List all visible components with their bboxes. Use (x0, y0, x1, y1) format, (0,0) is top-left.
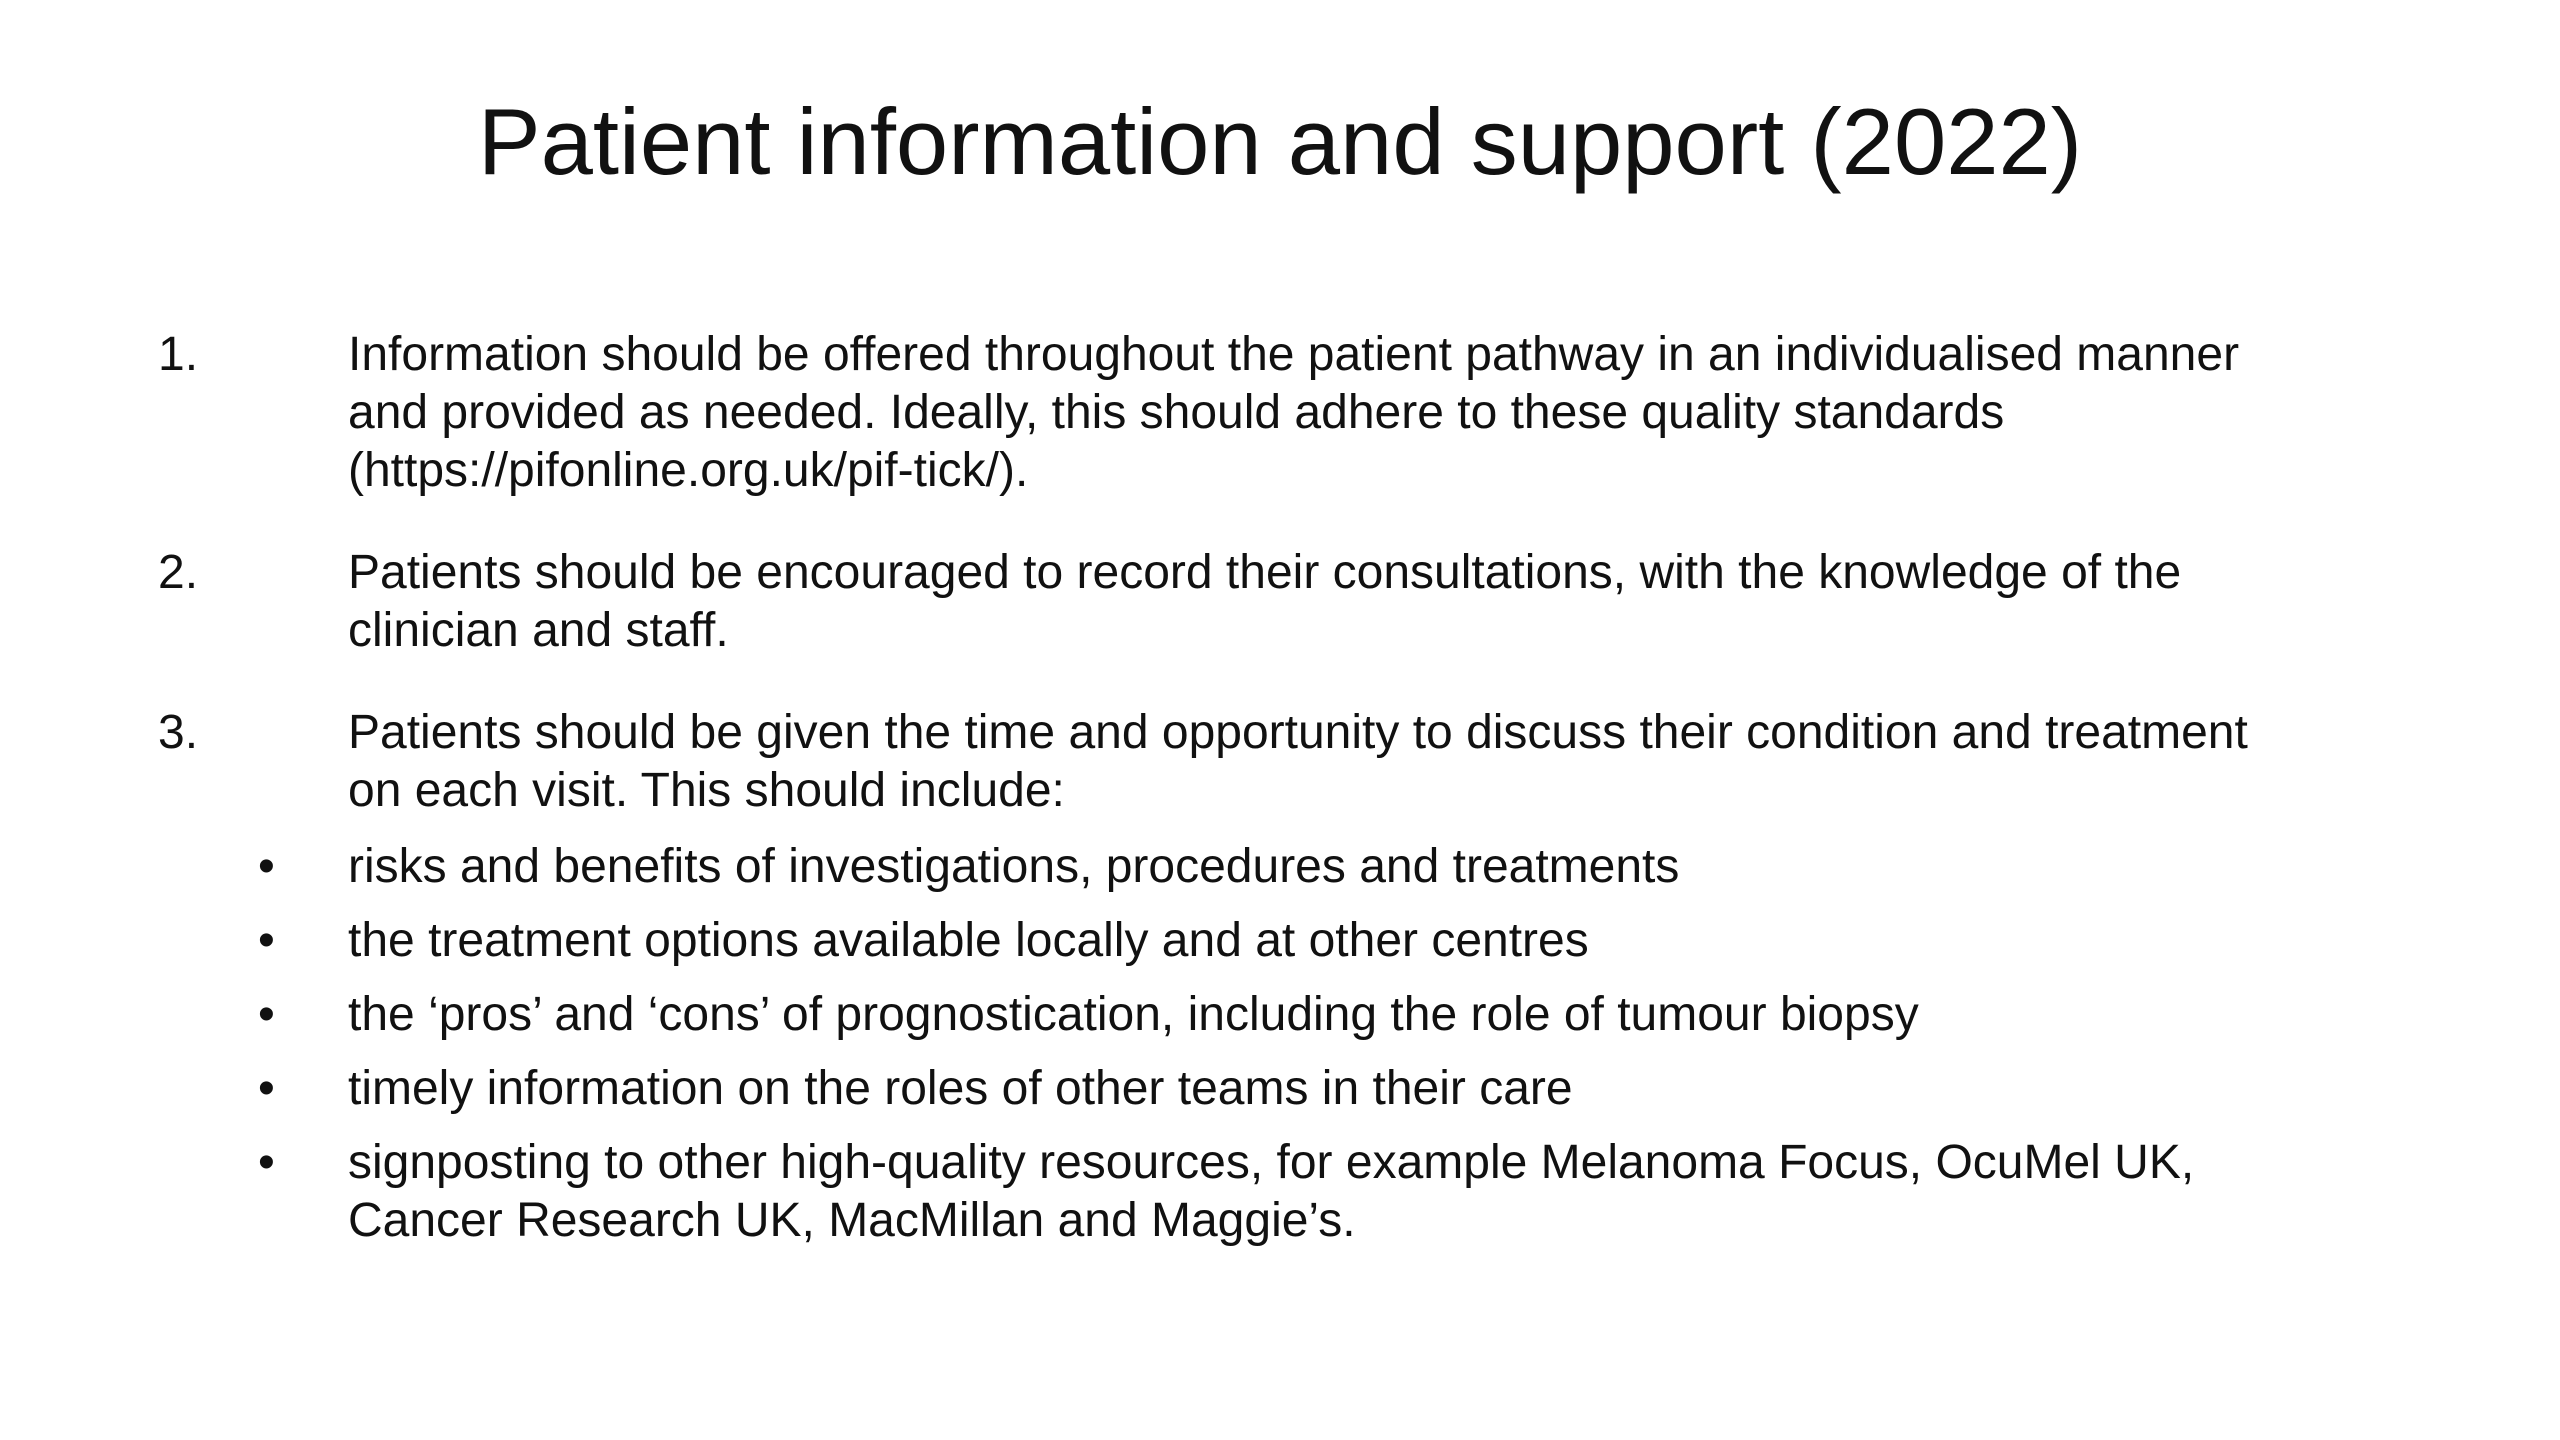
slide-title: Patient information and support (2022) (477, 89, 2083, 194)
bullet-icon: • (258, 914, 275, 967)
bullet-text: timely information on the roles of other teams in their care (348, 1062, 1573, 1115)
bullet-text: signposting to other high-quality resources, for example Melanoma Focus, OcuMel UK, Cancer Research UK, MacMillan and Maggie’s. (348, 1136, 2195, 1247)
bullet-text: risks and benefits of investigations, procedures and treatments (348, 840, 1680, 893)
bullet-icon: • (258, 840, 275, 893)
item-text: Patients should be given the time and opportunity to discuss their condition and treatment on each visit. This should include: (348, 706, 2248, 817)
item-number: 3. (158, 706, 199, 759)
item-number: 2. (158, 546, 199, 599)
item-text: Patients should be encouraged to record their consultations, with the knowledge of the clinician and staff. (348, 546, 2182, 657)
bullet-icon: • (258, 1136, 275, 1189)
item-text: Information should be offered throughout the patient pathway in an individualised manner and provided as needed. Ideally, this should adhere to these quality standards (https://pifonline.org.uk/pif-tick/). (348, 328, 2240, 497)
bullet-text: the ‘pros’ and ‘cons’ of prognostication, including the role of tumour biopsy (348, 988, 1919, 1041)
bullet-icon: • (258, 1062, 275, 1115)
bullet-icon: • (258, 988, 275, 1041)
item-number: 1. (158, 328, 199, 381)
bullet-text: the treatment options available locally and at other centres (348, 914, 1589, 967)
